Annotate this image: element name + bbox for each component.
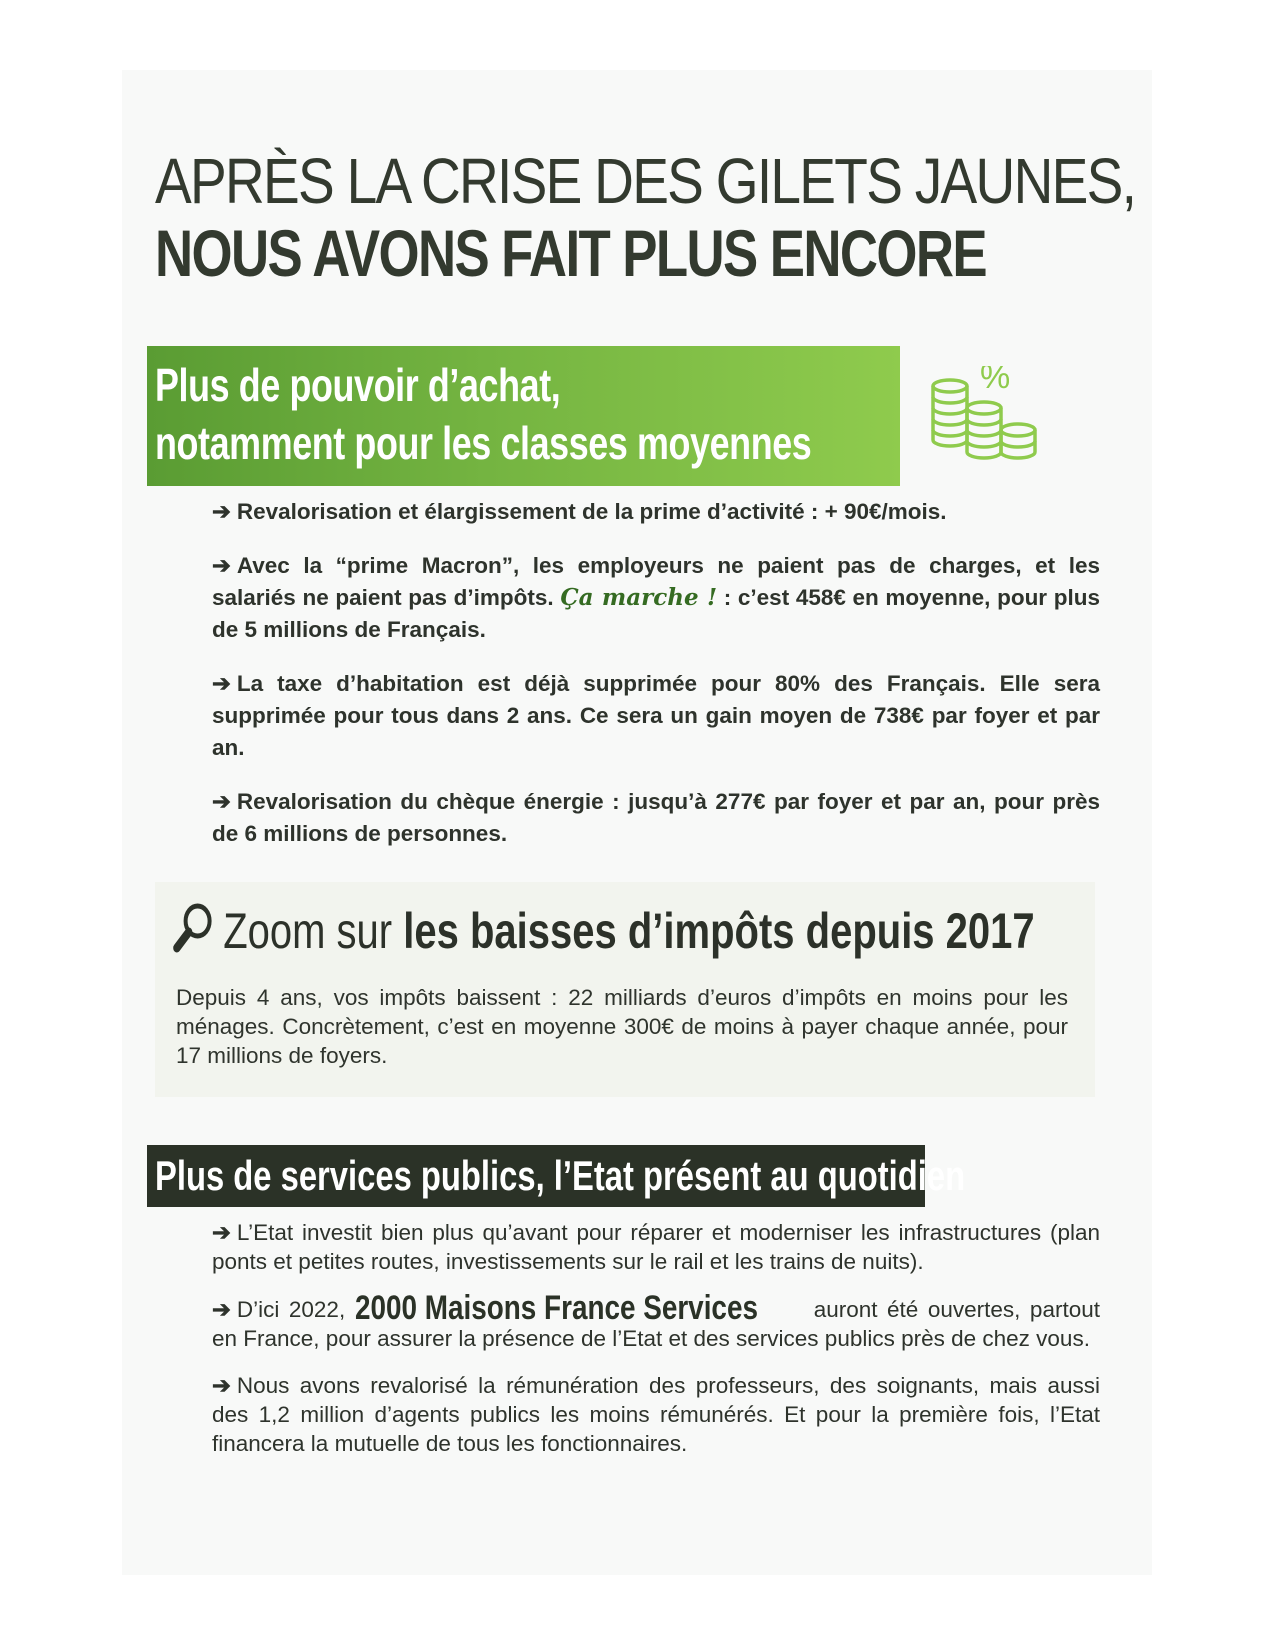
arrow-icon: ➔ <box>212 1373 231 1398</box>
list-item <box>212 550 1100 646</box>
list-item-text: D’ici 2022, <box>236 1297 346 1322</box>
section-heading-line-1: Plus de pouvoir d’achat, <box>155 359 561 411</box>
zoom-text: Depuis 4 ans, vos impôts baissent : 22 milliards d’euros d’impôts en moins pour les ménages. Concrètement, c’est en moyenne 300€ de moins à payer chaque année, pour 17 millions de foyers. <box>176 985 1068 1068</box>
section-heading-purchasing-power <box>147 346 900 486</box>
list-item-text-continued: auront été ouvertes, partout en France, pour assurer la présence de l’Etat et des services publics près de chez vous. <box>212 1297 1100 1351</box>
handwritten-highlight: Ça marche ! <box>560 584 718 611</box>
zoom-title-bold: les baisses d’impôts depuis 2017 <box>403 903 1035 959</box>
list-item <box>212 1371 1100 1458</box>
list-item <box>212 1218 1100 1276</box>
list-item-text-continued: : c’est 458€ en moyenne, pour plus de 5 millions de Français. <box>212 585 1100 642</box>
section-heading-public-services <box>147 1145 966 1207</box>
list-item <box>212 496 1100 528</box>
arrow-icon: ➔ <box>212 671 231 696</box>
page-title <box>155 145 1136 290</box>
list-item-text: Nous avons revalorisé la rémunération des professeurs, des soignants, mais aussi des 1,2 million d’agents publics les moins rémunérés. Et pour la première fois, l’Etat financera la mutuelle de tous les fonctionnaires. <box>212 1373 1100 1456</box>
list-item <box>212 786 1100 850</box>
arrow-icon: ➔ <box>212 553 231 578</box>
section-heading-line-2: notamment pour les classes moyennes <box>155 417 812 469</box>
magnifier-icon <box>172 900 215 954</box>
arrow-icon: ➔ <box>212 789 231 814</box>
zoom-title <box>172 900 1035 961</box>
list-item-text: Revalorisation du chèque énergie : jusqu’à 277€ par foyer et par an, pour près de 6 millions de personnes. <box>212 789 1100 846</box>
percent-symbol: % <box>980 366 1011 396</box>
zoom-title-light: Zoom sur <box>223 903 393 959</box>
arrow-icon: ➔ <box>212 499 231 524</box>
purchasing-power-list <box>212 496 1100 872</box>
section-heading-text: Plus de services publics, l’Etat présent au quotidien <box>155 1152 966 1199</box>
arrow-icon: ➔ <box>212 1297 231 1322</box>
list-item <box>212 668 1100 764</box>
public-services-list <box>212 1218 1100 1476</box>
list-item <box>212 1289 1100 1353</box>
title-line-1: APRÈS LA CRISE DES GILETS JAUNES, <box>155 145 1136 217</box>
arrow-icon: ➔ <box>212 1220 231 1245</box>
coins-percent-icon <box>928 366 1040 478</box>
list-item-text: La taxe d’habitation est déjà supprimée pour 80% des Français. Elle sera supprimée pour tous dans 2 ans. Ce sera un gain moyen de 738€ par foyer et par an. <box>212 671 1100 760</box>
title-line-2: NOUS AVONS FAIT PLUS ENCORE <box>155 215 987 290</box>
list-item-text: Revalorisation et élargissement de la prime d’activité : + 90€/mois. <box>236 499 947 524</box>
list-item-text: Avec la “prime Macron”, les employeurs ne paient pas de charges, et les salariés ne paient pas d’impôts. <box>212 553 1100 610</box>
list-item-text: L’Etat investit bien plus qu’avant pour réparer et moderniser les infrastructures (plan ponts et petites routes, investissements sur le rail et les trains de nuits). <box>212 1220 1100 1274</box>
highlight-text: 2000 Maisons France Services <box>354 1289 758 1327</box>
